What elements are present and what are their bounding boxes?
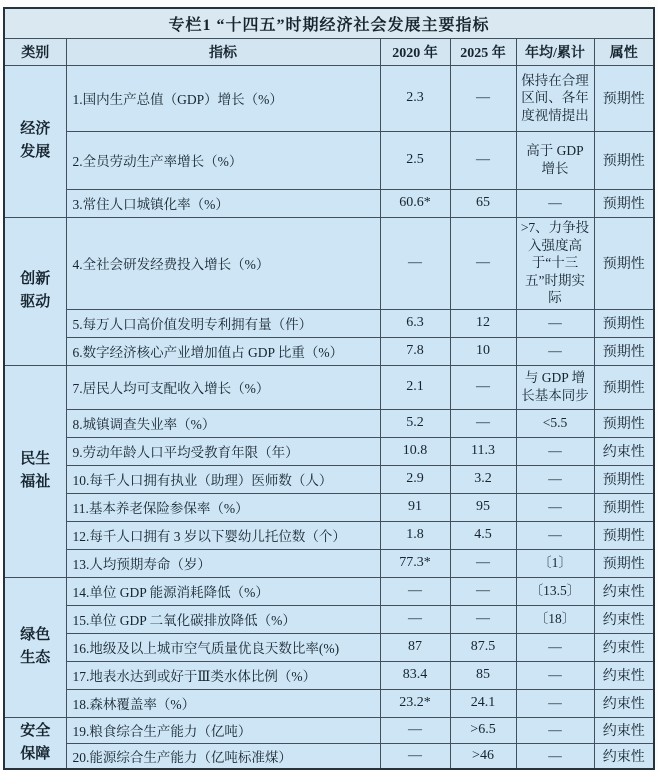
value-2025: — [450, 65, 516, 131]
annual-cell: — [516, 437, 594, 465]
category-label: 经济发展 [20, 120, 51, 160]
value-2025: 95 [450, 493, 516, 521]
table-row [4, 717, 654, 743]
value-2020: 7.8 [380, 337, 450, 365]
table-row [4, 309, 654, 337]
annual-cell: 与 GDP 增长基本同步 [516, 365, 594, 409]
annual-cell: — [516, 633, 594, 661]
value-2020: 83.4 [380, 661, 450, 689]
indicator-cell: 9.劳动年龄人口平均受教育年限（年） [66, 437, 380, 465]
table-row [4, 365, 654, 409]
annual-cell: — [516, 717, 594, 743]
annual-cell: — [516, 189, 594, 217]
indicator-cell: 19.粮食综合生产能力（亿吨） [66, 717, 380, 743]
value-2025: 12 [450, 309, 516, 337]
table-row [4, 131, 654, 189]
value-2020: 2.9 [380, 465, 450, 493]
attribute-cell: 预期性 [594, 365, 654, 409]
attribute-cell: 预期性 [594, 493, 654, 521]
value-2020: 91 [380, 493, 450, 521]
value-2025: 11.3 [450, 437, 516, 465]
category-cell-security-guarantee [4, 717, 66, 769]
table-row [4, 521, 654, 549]
annual-cell: — [516, 309, 594, 337]
value-2020: — [380, 605, 450, 633]
annual-cell: — [516, 521, 594, 549]
attribute-cell: 预期性 [594, 549, 654, 577]
value-2025: — [450, 549, 516, 577]
attribute-cell: 预期性 [594, 337, 654, 365]
table-row [4, 689, 654, 717]
value-2025: 4.5 [450, 521, 516, 549]
column-header-indicator: 指标 [66, 38, 380, 65]
attribute-cell: 预期性 [594, 309, 654, 337]
table-row [4, 217, 654, 309]
table-row [4, 437, 654, 465]
category-label: 民生福祉 [20, 450, 51, 490]
indicators-table [3, 7, 655, 770]
value-2025: >46 [450, 743, 516, 769]
table-row [4, 605, 654, 633]
indicator-cell: 20.能源综合生产能力（亿吨标准煤） [66, 743, 380, 769]
value-2025: 87.5 [450, 633, 516, 661]
attribute-cell: 预期性 [594, 189, 654, 217]
indicator-cell: 8.城镇调查失业率（%） [66, 409, 380, 437]
value-2025: — [450, 131, 516, 189]
table-header-row [4, 38, 654, 65]
value-2020: 1.8 [380, 521, 450, 549]
value-2020: 2.1 [380, 365, 450, 409]
category-cell-green-ecology [4, 577, 66, 717]
value-2020: 23.2* [380, 689, 450, 717]
annual-cell: — [516, 661, 594, 689]
indicator-cell: 15.单位 GDP 二氧化碳排放降低（%） [66, 605, 380, 633]
indicator-cell: 18.森林覆盖率（%） [66, 689, 380, 717]
annual-cell: >7、力争投入强度高于“十三五”时期实际 [516, 217, 594, 309]
column-header-attribute: 属性 [594, 38, 654, 65]
indicator-cell: 5.每万人口高价值发明专利拥有量（件） [66, 309, 380, 337]
attribute-cell: 预期性 [594, 465, 654, 493]
value-2020: 6.3 [380, 309, 450, 337]
indicator-cell: 7.居民人均可支配收入增长（%） [66, 365, 380, 409]
value-2025: — [450, 409, 516, 437]
value-2020: 2.5 [380, 131, 450, 189]
value-2020: 2.3 [380, 65, 450, 131]
value-2025: 65 [450, 189, 516, 217]
indicator-cell: 3.常住人口城镇化率（%） [66, 189, 380, 217]
attribute-cell: 预期性 [594, 217, 654, 309]
plan-indicators-box [3, 7, 655, 770]
value-2025: 24.1 [450, 689, 516, 717]
value-2025: >6.5 [450, 717, 516, 743]
column-header-2025: 2025 年 [450, 38, 516, 65]
value-2025: 85 [450, 661, 516, 689]
category-label: 安全保障 [20, 722, 51, 762]
column-header-2020: 2020 年 [380, 38, 450, 65]
indicator-cell: 1.国内生产总值（GDP）增长（%） [66, 65, 380, 131]
table-row [4, 8, 654, 38]
annual-cell: — [516, 743, 594, 769]
value-2025: — [450, 577, 516, 605]
annual-cell: 〔13.5〕 [516, 577, 594, 605]
table-row [4, 549, 654, 577]
indicator-cell: 2.全员劳动生产率增长（%） [66, 131, 380, 189]
attribute-cell: 约束性 [594, 743, 654, 769]
value-2025: — [450, 365, 516, 409]
indicator-cell: 11.基本养老保险参保率（%） [66, 493, 380, 521]
value-2025: — [450, 605, 516, 633]
indicator-cell: 17.地表水达到或好于Ⅲ类水体比例（%） [66, 661, 380, 689]
attribute-cell: 约束性 [594, 577, 654, 605]
attribute-cell: 预期性 [594, 409, 654, 437]
annual-cell: — [516, 689, 594, 717]
table-row [4, 493, 654, 521]
table-title: 专栏1 “十四五”时期经济社会发展主要指标 [4, 8, 654, 38]
value-2020: 77.3* [380, 549, 450, 577]
value-2020: 60.6* [380, 189, 450, 217]
table-row [4, 189, 654, 217]
table-row [4, 65, 654, 131]
value-2020: 5.2 [380, 409, 450, 437]
value-2025: 10 [450, 337, 516, 365]
category-label: 创新驱动 [20, 270, 51, 310]
indicator-cell: 12.每千人口拥有 3 岁以下婴幼儿托位数（个） [66, 521, 380, 549]
value-2020: 10.8 [380, 437, 450, 465]
category-cell-livelihood-wellbeing [4, 365, 66, 577]
value-2020: — [380, 577, 450, 605]
attribute-cell: 预期性 [594, 65, 654, 131]
table-row [4, 465, 654, 493]
indicator-cell: 6.数字经济核心产业增加值占 GDP 比重（%） [66, 337, 380, 365]
column-header-category: 类别 [4, 38, 66, 65]
annual-cell: — [516, 337, 594, 365]
attribute-cell: 约束性 [594, 633, 654, 661]
attribute-cell: 预期性 [594, 131, 654, 189]
table-row [4, 661, 654, 689]
indicator-cell: 14.单位 GDP 能源消耗降低（%） [66, 577, 380, 605]
annual-cell: 〔18〕 [516, 605, 594, 633]
value-2020: — [380, 743, 450, 769]
table-row [4, 633, 654, 661]
value-2025: 3.2 [450, 465, 516, 493]
indicator-cell: 13.人均预期寿命（岁） [66, 549, 380, 577]
annual-cell: <5.5 [516, 409, 594, 437]
table-row [4, 743, 654, 769]
attribute-cell: 约束性 [594, 437, 654, 465]
annual-cell: 〔1〕 [516, 549, 594, 577]
category-label: 绿色生态 [20, 626, 51, 666]
attribute-cell: 预期性 [594, 521, 654, 549]
annual-cell: — [516, 465, 594, 493]
value-2025: — [450, 217, 516, 309]
value-2020: — [380, 717, 450, 743]
table-row [4, 337, 654, 365]
table-row [4, 577, 654, 605]
value-2020: 87 [380, 633, 450, 661]
value-2020: — [380, 217, 450, 309]
category-cell-economic-development [4, 65, 66, 217]
annual-cell: 保持在合理区间、各年度视情提出 [516, 65, 594, 131]
annual-cell: 高于 GDP 增长 [516, 131, 594, 189]
table-row [4, 409, 654, 437]
attribute-cell: 约束性 [594, 661, 654, 689]
category-cell-innovation-driven [4, 217, 66, 365]
indicator-cell: 4.全社会研发经费投入增长（%） [66, 217, 380, 309]
indicator-cell: 16.地级及以上城市空气质量优良天数比率(%) [66, 633, 380, 661]
indicator-cell: 10.每千人口拥有执业（助理）医师数（人） [66, 465, 380, 493]
annual-cell: — [516, 493, 594, 521]
attribute-cell: 约束性 [594, 717, 654, 743]
column-header-annual: 年均/累计 [516, 38, 594, 65]
attribute-cell: 约束性 [594, 605, 654, 633]
attribute-cell: 约束性 [594, 689, 654, 717]
